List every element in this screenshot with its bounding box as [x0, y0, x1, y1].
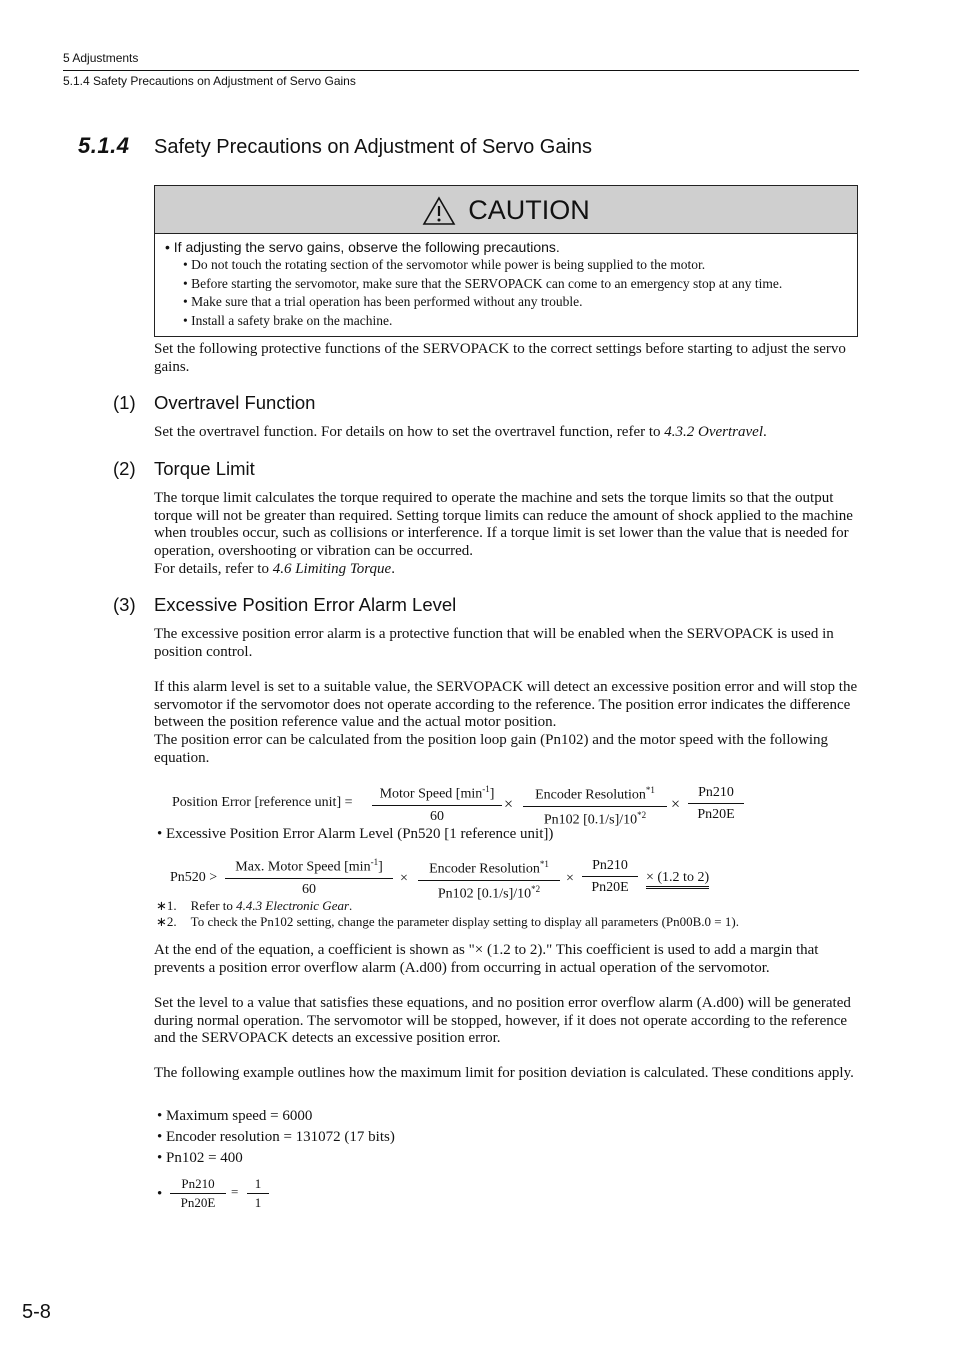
- eq1-f3-den: Pn20E: [697, 807, 735, 822]
- caution-box: [154, 185, 858, 337]
- eq1-f3-num: Pn210: [688, 785, 744, 804]
- footnote-1-ref: 4.4.3 Electronic Gear: [236, 898, 350, 913]
- eq2-f1-den: 60: [302, 881, 316, 897]
- alarm-paragraph-2: If this alarm level is set to a suitable value, the SERVOPACK will detect an excessive position error and will stop the servomotor if the servomotor does not operate according to the reference. The position error indicates the difference between the position reference value and the actual motor position.: [154, 679, 858, 730]
- eq2-label: • Excessive Position Error Alarm Level (Pn520 [1 reference unit]): [157, 826, 554, 842]
- eq1-fraction-gear: [688, 785, 744, 823]
- footnote-2-mark: ∗2.: [156, 914, 177, 929]
- eq2-f2-den-sup: *2: [531, 883, 541, 894]
- eq1-f1-den: 60: [430, 808, 444, 824]
- subsection-3-number: (3): [113, 594, 136, 615]
- overtravel-paragraph: [154, 424, 860, 442]
- condition-item: • Pn102 = 400: [157, 1150, 243, 1166]
- eq1-f1-sup: -1: [482, 784, 490, 794]
- subsection-3-title: Excessive Position Error Alarm Level: [154, 594, 457, 615]
- alarm-paragraph-1: The excessive position error alarm is a protective function that will be enabled when the SERVOPACK is used in position control.: [154, 626, 834, 660]
- eq2-fraction-gear: [582, 858, 638, 896]
- caution-item: • Do not touch the rotating section of the servomotor while power is being supplied to the motor.: [183, 257, 706, 272]
- footnote-1-tail: .: [349, 898, 353, 913]
- eq1-f1-num: Motor Speed [min: [379, 786, 483, 802]
- ratio-num: Pn210: [170, 1176, 226, 1194]
- ratio-rnum: 1: [247, 1176, 269, 1194]
- eq2-times-2: ×: [566, 871, 574, 886]
- running-header-chapter: 5 Adjustments: [63, 51, 139, 65]
- eq2-f1-close: ]: [378, 859, 383, 875]
- eq2-margin: × (1.2 to 2): [646, 870, 709, 889]
- eq1-fraction-encoder: [523, 785, 667, 828]
- eq2-f2-num-sup: *1: [539, 859, 549, 869]
- level-paragraph: Set the level to a value that satisfies these equations, and no position error overflow alarm (A.d00) will be generated during normal operation. The servomotor will be stopped, however, if it does not operate according to the reference and the SERVOPACK detects an excessive position error.: [154, 995, 851, 1046]
- caution-label: CAUTION: [468, 195, 590, 225]
- page-number: 5-8: [22, 1301, 51, 1323]
- ratio-equals: =: [231, 1184, 239, 1199]
- torque-ref-tail: .: [391, 561, 395, 577]
- subsection-1-number: (1): [113, 392, 136, 413]
- overtravel-tail: .: [763, 424, 767, 440]
- eq2-lhs: Pn520 >: [170, 870, 218, 885]
- eq1-times-2: ×: [671, 796, 681, 813]
- caution-main-item: • If adjusting the servo gains, observe the following precautions.: [165, 239, 560, 255]
- eq1-f2-num: Encoder Resolution: [535, 787, 646, 803]
- running-header-section: 5.1.4 Safety Precautions on Adjustment of Servo Gains: [63, 74, 356, 88]
- eq2-fraction-encoder: [418, 859, 560, 902]
- intro-paragraph: Set the following protective functions of the SERVOPACK to the correct settings before starting to adjust the servo gains.: [154, 341, 846, 375]
- torque-limit-paragraph: The torque limit calculates the torque required to operate the machine and sets the torque limits so that the output torque will not be greater than required. Setting torque limits can reduce the amount of shock applied to the machine when troubles occur, such as collisions or interference. If a torque limit is set lower than the value that is needed for operation, overshooting or vibration can be occurred.: [154, 490, 853, 559]
- eq2-f1-num: Max. Motor Speed [min: [235, 859, 371, 875]
- eq2-f3-num: Pn210: [582, 858, 638, 877]
- footnote-2-text: To check the Pn102 setting, change the parameter display setting to display all parameters (Pn00B.0 = 1).: [190, 914, 739, 929]
- ratio-bullet: •: [157, 1186, 163, 1202]
- torque-limit-ref-line: [154, 561, 860, 579]
- caution-item: • Install a safety brake on the machine.: [183, 312, 393, 328]
- eq1-f1-close: ]: [489, 786, 495, 802]
- section-number: 5.1.4: [78, 133, 130, 158]
- example-paragraph: The following example outlines how the maximum limit for position deviation is calculated. These conditions apply.: [154, 1065, 854, 1081]
- subsection-1-title: Overtravel Function: [154, 392, 316, 413]
- eq2-fraction-speed: [225, 857, 393, 898]
- overtravel-ref: 4.3.2 Overtravel: [664, 424, 763, 440]
- header-rule: [63, 70, 859, 71]
- caution-item: • Before starting the servomotor, make sure that the SERVOPACK can come to an emergency stop at any time.: [183, 275, 783, 291]
- eq2-f2-num: Encoder Resolution: [429, 861, 540, 877]
- footnote-1-text: Refer to: [190, 898, 237, 913]
- torque-ref: 4.6 Limiting Torque: [272, 561, 392, 577]
- eq1-times-1: ×: [504, 796, 514, 813]
- ratio-fraction-gear: [170, 1176, 226, 1211]
- eq2-f3-den: Pn20E: [591, 880, 629, 895]
- subsection-2-title: Torque Limit: [154, 458, 255, 479]
- caution-header: [155, 186, 857, 234]
- footnote-2: [156, 914, 739, 930]
- torque-ref-text: For details, refer to: [154, 561, 273, 577]
- eq1-f2-num-sup: *1: [645, 785, 655, 795]
- eq1-f2-den-sup: *2: [637, 809, 647, 820]
- ratio-den: Pn20E: [180, 1195, 216, 1210]
- section-title: Safety Precautions on Adjustment of Servo Gains: [154, 136, 593, 158]
- eq1-lhs: Position Error [reference unit] =: [172, 795, 353, 810]
- footnote-1: [156, 898, 352, 914]
- footnote-1-mark: ∗1.: [156, 898, 177, 913]
- eq1-fraction-speed: [372, 784, 502, 825]
- eq2-times-1: ×: [400, 871, 408, 886]
- eq1-f2-den: Pn102 [0.1/s]/10: [543, 812, 638, 828]
- overtravel-text: Set the overtravel function. For details on how to set the overtravel function, refer to: [154, 424, 665, 440]
- ratio-fraction-value: [247, 1176, 269, 1211]
- ratio-rden: 1: [254, 1195, 262, 1210]
- warning-triangle-icon: [422, 201, 460, 218]
- alarm-paragraph-3: The position error can be calculated from the position loop gain (Pn102) and the motor speed with the following equation.: [154, 732, 829, 766]
- eq2-f1-sup: -1: [370, 857, 379, 867]
- margin-paragraph: At the end of the equation, a coefficient is shown as "× (1.2 to 2)." This coefficient is used to add a margin that prevents a position error overflow alarm (A.d00) from occurring in actual operation of the servomotor.: [154, 942, 819, 976]
- condition-item: • Encoder resolution = 131072 (17 bits): [157, 1129, 395, 1145]
- subsection-2-number: (2): [113, 458, 136, 479]
- caution-item: • Make sure that a trial operation has been performed without any trouble.: [183, 294, 583, 309]
- eq2-f2-den: Pn102 [0.1/s]/10: [437, 886, 532, 902]
- condition-item: • Maximum speed = 6000: [157, 1108, 313, 1124]
